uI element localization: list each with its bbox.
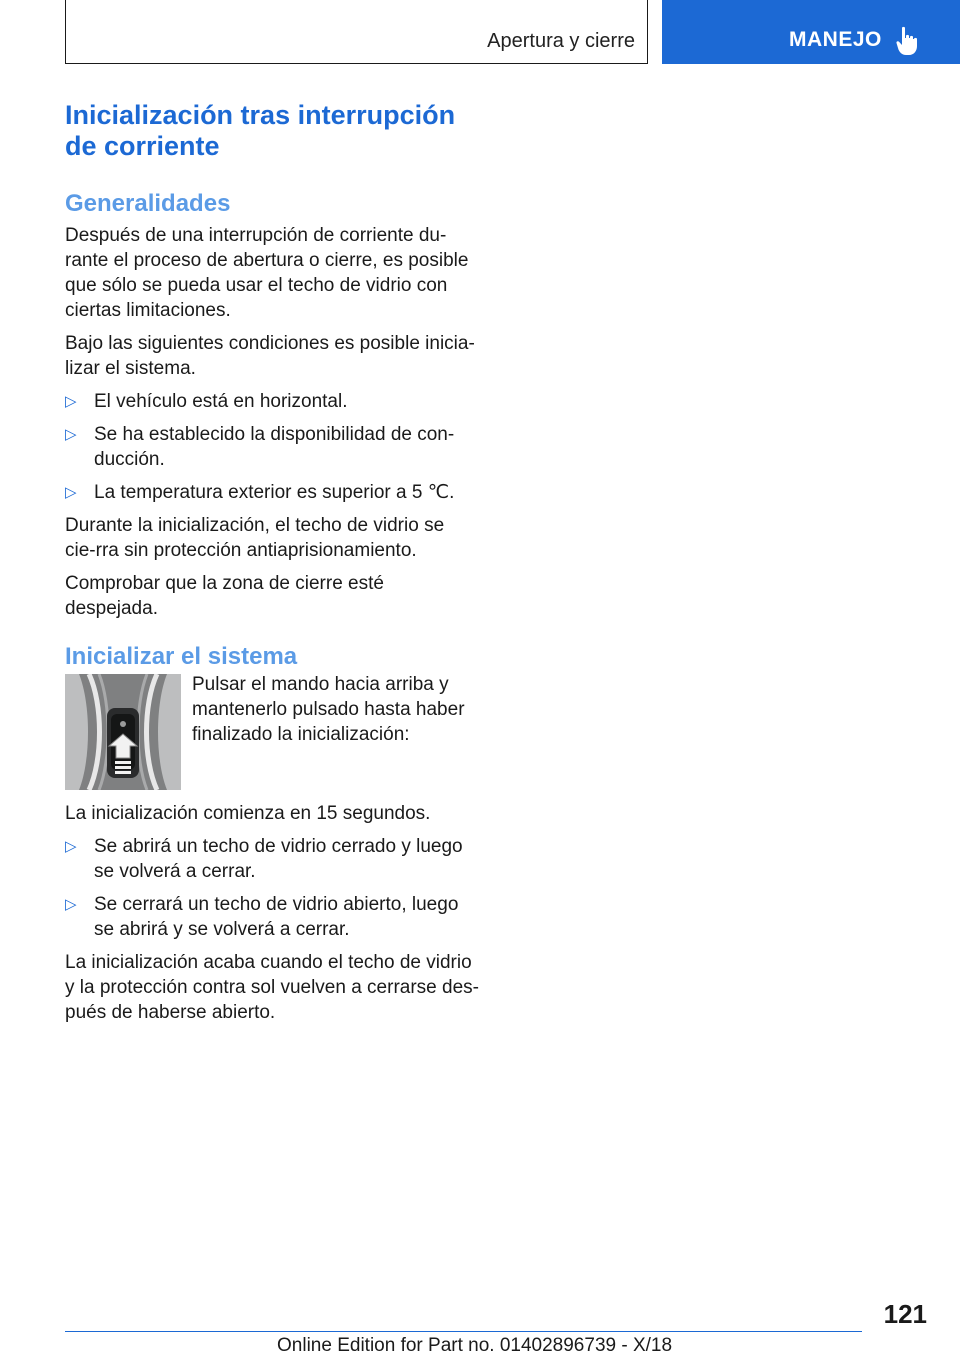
init-figure-row — [65, 674, 480, 790]
init-figure-text: Pulsar el mando hacia arriba y mantenerlo pulsado hasta haber finalizado la inicialización: — [192, 674, 465, 745]
footer-edition: Online Edition for Part no. 01402896739 - X/18 — [277, 1335, 673, 1356]
page-title: Inicialización tras interrupción de corriente — [65, 100, 456, 161]
init-paragraph-2: La inicialización acaba cuando el techo de vidrio y la protección contra sol vuelven a cerrarse des-pués de haberse abierto. — [65, 952, 479, 1023]
list-item — [65, 480, 480, 505]
list-item-text: Se ha establecido la disponibilidad de con-ducción. — [94, 424, 455, 470]
bullet-triangle-icon: ▷ — [65, 426, 77, 443]
footer-divider — [65, 1331, 862, 1332]
list-item — [65, 834, 480, 884]
bullet-triangle-icon: ▷ — [65, 896, 77, 913]
general-paragraph-1: Después de una interrupción de corriente du-rante el proceso de abertura o cierre, es posible que sólo se pueda usar el techo de vidrio con ciertas limitaciones. — [65, 225, 469, 321]
general-heading: Generalidades — [65, 190, 231, 217]
general-paragraph-3: Durante la inicialización, el techo de vidrio se cie-rra sin protección antiaprisionamiento. — [65, 515, 445, 561]
bullet-triangle-icon: ▷ — [65, 393, 77, 410]
header-section-title: Apertura y cierre — [487, 30, 635, 52]
header-chapter-tab — [662, 0, 960, 64]
list-item-text: Se abrirá un techo de vidrio cerrado y luego se volverá a cerrar. — [94, 836, 463, 882]
list-item — [65, 892, 480, 942]
header-chapter-label: MANEJO — [789, 28, 882, 51]
list-item-text: El vehículo está en horizontal. — [94, 391, 348, 412]
header-section-tab — [65, 0, 648, 64]
bullet-triangle-icon: ▷ — [65, 838, 77, 855]
roof-switch-illustration — [65, 674, 181, 790]
list-item-text: La temperatura exterior es superior a 5 ℃. — [94, 482, 455, 503]
pointing-hand-icon — [896, 26, 918, 56]
general-paragraph-2: Bajo las siguientes condiciones es posible inicia-lizar el sistema. — [65, 333, 475, 379]
init-paragraph-1: La inicialización comienza en 15 segundos. — [65, 803, 431, 824]
list-item-text: Se cerrará un techo de vidrio abierto, luego se abrirá y se volverá a cerrar. — [94, 894, 459, 940]
list-item — [65, 389, 480, 414]
bullet-triangle-icon: ▷ — [65, 484, 77, 501]
main-content — [65, 100, 480, 1025]
init-heading: Inicializar el sistema — [65, 643, 298, 670]
list-item — [65, 422, 480, 472]
page-number: 121 — [883, 1299, 927, 1329]
general-paragraph-4: Comprobar que la zona de cierre esté despejada. — [65, 573, 384, 619]
